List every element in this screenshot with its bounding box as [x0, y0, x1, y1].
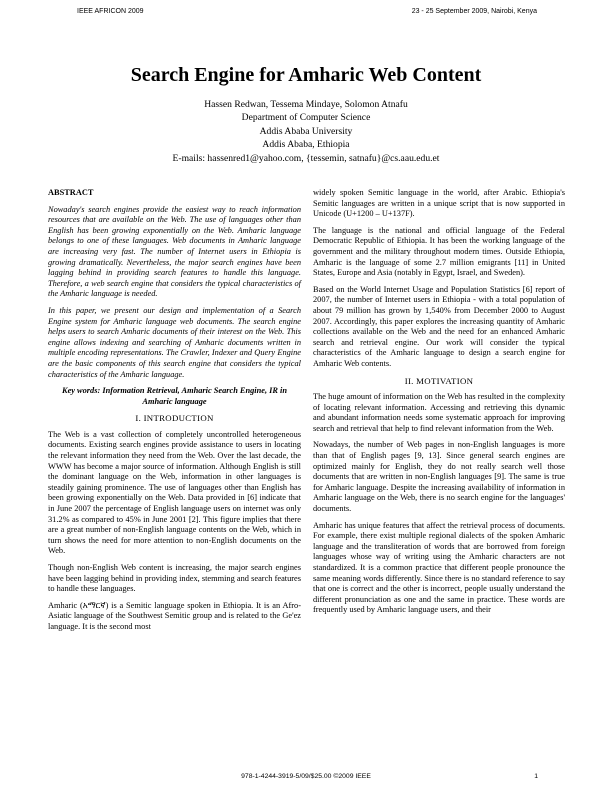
- abstract-paragraph-2: In this paper, we present our design and implementation of a Search Engine system for Amharic language web documents. The search engine helps users to search Amharic documents of their interest on the Web. This engine allows indexing and searching of Amharic documents written in multiple encoding representations. The Crawler, Indexer and Query Engine are the basic components of this search engine that considers the typical characteristics of the Amharic language.: [48, 305, 301, 379]
- motivation-paragraph-3: Amharic has unique features that affect the retrieval process of documents. For example, there exist multiple regional dialects of the spoken Amharic language and the transliteration of words that are borrowed from foreign languages whose way of writing using the Amharic characters are not standardized. It is a common practice that different people pronounce the same meaning words differently. Since there is no standard reference to say that one is correct and the other is incorrect, people usually understand the different pronunciation as one and the same in practice. These words are frequently used by Amharic language users, and their: [313, 520, 565, 615]
- author-names: Hassen Redwan, Tessema Mindaye, Solomon Atnafu: [204, 99, 408, 110]
- introduction-paragraph-4: widely spoken Semitic language in the world, after Arabic. Ethiopia's Semitic languages are written in a unique script that is now supported in Unicode (U+1200 – U+137F).: [313, 188, 565, 219]
- introduction-paragraph-2: Though non-English Web content is increasing, the major search engines have been lagging behind in providing index, stemming and search features to handle these languages.: [48, 563, 301, 594]
- introduction-paragraph-1: The Web is a vast collection of completely uncontrolled heterogeneous documents. Existing search engines provide assistance to users in locating the relevant information they need from the Web. Over the last decade, the WWW has become a major source of information. Although English is still the dominant language on the Web, information in other languages is steadily gaining prominence. The use of languages other than English has been growing exponentially on the Web. Data provided in [6] indicate that in June 2007 the percentage of English language users on internet was only 31.2% as compared to 45% in June 2001 [2]. This figure implies that there are a great number of non-English language contents on the Web, which in turn shows the need for more attention to non-English documents on the Web.: [48, 429, 301, 556]
- author-block: [0, 98, 612, 165]
- keywords: Key words: Information Retrieval, Amharic Search Engine, IR in Amharic language: [62, 386, 287, 406]
- motivation-paragraph-1: The huge amount of information on the Web has resulted in the complexity of locating relevant information. Accessing and retrieving this dynamic and abundant information needs some systematic approach for improving search and retrieval that help to find relevant information from the Web.: [313, 392, 565, 433]
- author-emails: E-mails: hassenred1@yahoo.com, {tessemin, satnafu}@cs.aau.edu.et: [172, 152, 440, 164]
- introduction-paragraph-3: Amharic (አማርኛ) is a Semitic language spoken in Ethiopia. It is an Afro-Asiatic language of the Southwest Semitic group and is related to the Ge'ez language. It is the second most: [48, 600, 301, 631]
- paper-title: Search Engine for Amharic Web Content: [130, 64, 482, 86]
- abstract-heading: ABSTRACT: [48, 188, 94, 197]
- footer-isbn: 978-1-4244-3919-5/09/$25.00 ©2009 IEEE: [241, 773, 371, 780]
- running-header-conference: IEEE AFRICON 2009: [77, 8, 144, 15]
- author-university: Addis Ababa University: [259, 125, 353, 137]
- section-heading-introduction: I. INTRODUCTION: [135, 413, 214, 424]
- introduction-paragraph-5: The language is the national and official language of the Federal Democratic Republic of Ethiopia. It has been the working language of the government and the military throughout modern times. Outside Ethiopia, Amharic is the language of some 2.7 million emigrants [11] in United States, Europe and Asia (notably in Egypt, Israel, and Sweden).: [313, 225, 565, 278]
- left-column: [48, 188, 301, 639]
- right-column: [313, 188, 565, 622]
- section-heading-motivation: II. MOTIVATION: [404, 375, 474, 386]
- page-number: 1: [534, 773, 538, 780]
- motivation-paragraph-2: Nowadays, the number of Web pages in non-English languages is more than that of English pages [9, 13]. Since general search engines are optimized mainly for English, they do not really search well those documents that are written in non-English languages [9]. The same is true for Amharic language. Despite the increasing availability of information in Amharic language on the Web, there is no search engine for the languages' documents.: [313, 440, 565, 514]
- abstract-paragraph-1: Nowaday's search engines provide the easiest way to reach information resources that are available on the Web. The use of languages other than English has been growing exponentially on the Web. Amharic language belongs to one of these languages. Web documents in Amharic language are increasing very fast. The number of Internet users in Ethiopia is growing dramatically. Nevertheless, the major search engines have been lagging behind in providing search features to handle this language. Therefore, a web search engine that considers the typical characteristics of the Amharic language is needed.: [48, 204, 301, 299]
- introduction-paragraph-6: Based on the World Internet Usage and Population Statistics [6] report of 2007, the number of Internet users in Ethiopia - with a total population of about 79 million has grown by 1,540% from December 2000 to August 2007. Accordingly, this paper explores the increasing quantity of Amharic collections available on the Web and the need for an enhanced Amharic search and retrieval engine. Our work will consider the typical characteristics of the Amharic language to design a search engine for Amharic Web contents.: [313, 284, 565, 368]
- running-header-date-location: 23 - 25 September 2009, Nairobi, Kenya: [411, 8, 537, 15]
- author-city: Addis Ababa, Ethiopia: [262, 139, 350, 151]
- author-department: Department of Computer Science: [241, 112, 371, 124]
